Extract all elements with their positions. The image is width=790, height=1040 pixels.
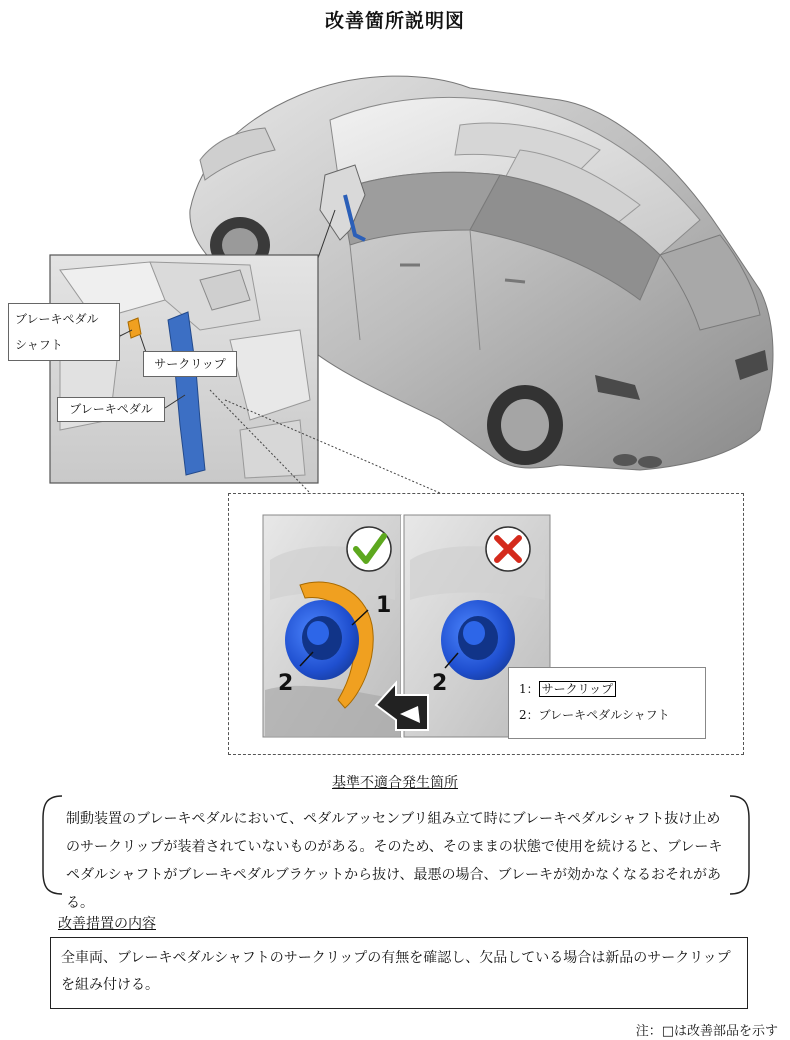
section-heading-remedy: 改善措置の内容 — [58, 916, 156, 932]
callout-shaft-line2: シャフト — [15, 338, 63, 352]
legend-item-1-text: サークリップ — [539, 681, 617, 697]
footnote: 注：□は改善部品を示す — [635, 1024, 778, 1039]
defect-description: 制動装置のブレーキペダルにおいて、ペダルアッセンブリ組み立て時にブレーキペダルシャフト抜け止めのサークリップが装着されていないものがある。そのため、そのままの状態で使用を続けると、ブレーキペダルシャフトがブレーキペダルブラケットから抜け、最悪の場合、ブレーキが効かなくなるおそれがある。 — [66, 811, 723, 911]
remedy-description: 全車両、ブレーキペダルシャフトのサークリップの有無を確認し、欠品している場合は新品のサークリップを組み付ける。 — [50, 937, 748, 1009]
page-title: 改善箇所説明図 — [324, 10, 465, 32]
callout-brake-pedal: ブレーキペダル — [57, 397, 165, 422]
section-heading-defect: 基準不適合発生箇所 — [332, 775, 458, 791]
legend-item-2: 2：ブレーキペダルシャフト — [519, 708, 670, 722]
legend-item-1-number: 1： — [519, 682, 539, 696]
parts-legend — [508, 667, 706, 739]
label-1: 1 — [376, 593, 392, 618]
callout-brake-pedal-shaft — [8, 303, 120, 361]
callout-circlip: サークリップ — [143, 351, 237, 377]
legend-item-1 — [519, 676, 695, 702]
label-2-incorrect: 2 — [432, 671, 448, 696]
label-2-correct: 2 — [278, 671, 294, 696]
callout-shaft-line1: ブレーキペダル — [15, 312, 99, 326]
